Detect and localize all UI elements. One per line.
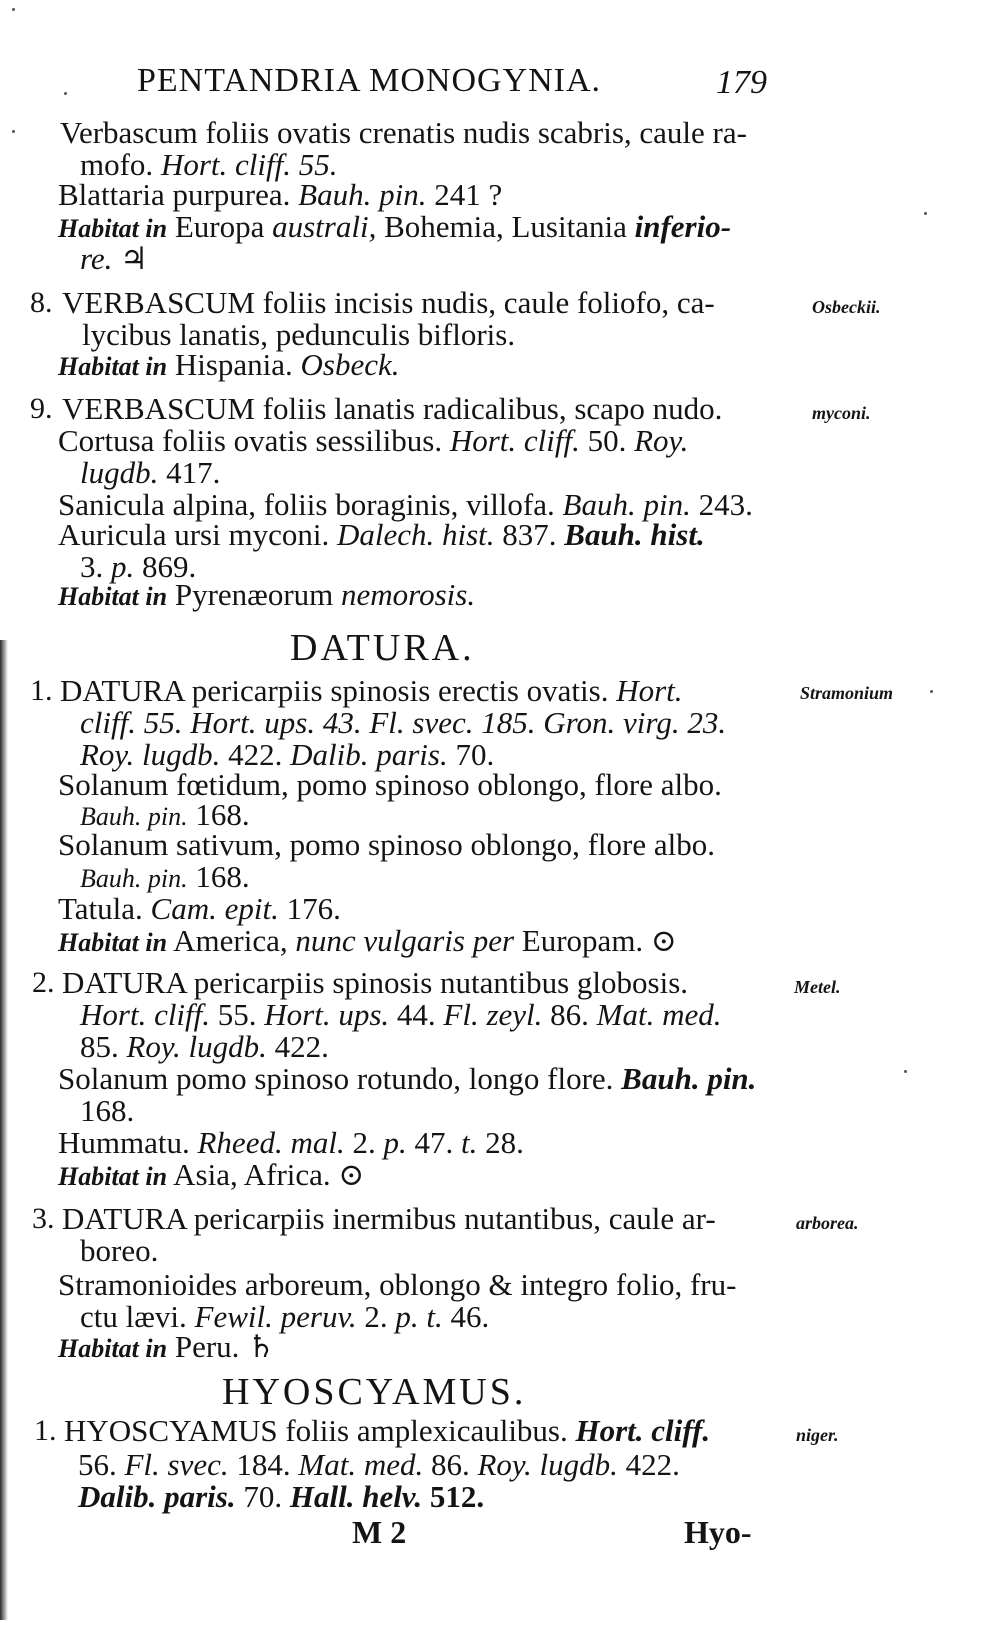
scan-speck [12, 8, 15, 11]
running-title: PENTANDRIA MONOGYNIA. [137, 62, 602, 99]
species-diagnosis: DATURA pericarpiis spinosis nutantibus globosis. [62, 965, 689, 1000]
synonym-line: Cortusa foliis ovatis sessilibus. Hort. cliff. 50. Roy. [58, 423, 689, 458]
habitat-line: Habitat in Pyrenæorum nemorosis. [58, 577, 476, 612]
trivial-name: myconi. [812, 403, 871, 423]
synonym-line: Auricula ursi myconi. Dalech. hist. 837. Bauh. hist. [58, 517, 705, 552]
synonym-line: 56. Fl. svec. 184. Mat. med. 86. Roy. lugdb. 422. [78, 1447, 680, 1482]
page-number: 179 [716, 64, 767, 101]
scan-speck [930, 690, 933, 693]
habitat-line: Habitat in Europa australi, Bohemia, Lusitania inferio- [58, 209, 732, 244]
synonym-line: Tatula. Cam. epit. 176. [58, 891, 341, 926]
scan-speck [12, 130, 15, 133]
synonym-line: Dalib. paris. 70. Hall. helv. 512. [78, 1479, 485, 1514]
species-number: 8. [30, 286, 53, 319]
entry-line: mofo. Hort. cliff. 55. [80, 147, 338, 182]
species-diagnosis: lycibus lanatis, pedunculis bifloris. [82, 317, 516, 352]
synonym-line: Solanum sativum, pomo spinoso oblongo, flore albo. [58, 827, 715, 862]
habitat-line: Habitat in Hispania. Osbeck. [58, 347, 400, 382]
species-number: 1. [30, 674, 53, 707]
entry-line: re. ♃ [80, 241, 148, 276]
species-diagnosis: boreo. [80, 1233, 159, 1268]
trivial-name: arborea. [796, 1213, 859, 1233]
synonym-line: ctu lævi. Fewil. peruv. 2. p. t. 46. [80, 1299, 490, 1334]
habitat-line: Habitat in America, nunc vulgaris per Europam. ⊙ [58, 923, 677, 958]
synonym-line: Bauh. pin. 168. [80, 797, 250, 832]
synonym-line: Hummatu. Rheed. mal. 2. p. 47. t. 28. [58, 1125, 524, 1160]
synonym-line: Sanicula alpina, foliis boraginis, villofa. Bauh. pin. 243. [58, 487, 753, 522]
scan-speck [64, 92, 67, 95]
trivial-name: Metel. [794, 977, 841, 997]
species-diagnosis: DATURA pericarpiis inermibus nutantibus, caule ar- [62, 1201, 716, 1236]
species-number: 2. [32, 966, 55, 999]
synonym-line: Roy. lugdb. 422. Dalib. paris. 70. [80, 737, 495, 772]
signature-mark: M 2 [352, 1514, 407, 1550]
trivial-name: Osbeckii. [812, 297, 881, 317]
species-diagnosis: VERBASCUM foliis incisis nudis, caule foliofo, ca- [62, 285, 715, 320]
synonym-line: Stramonioides arboreum, oblongo & integro folio, fru- [58, 1267, 737, 1302]
species-number: 9. [30, 392, 53, 425]
scan-speck [924, 212, 927, 215]
species-number: 3. [32, 1202, 55, 1235]
habitat-line: Habitat in Peru. ♄ [58, 1329, 275, 1364]
scan-edge-shadow [0, 640, 8, 1620]
synonym-line: Blattaria purpurea. Bauh. pin. 241 ? [58, 177, 503, 212]
genus-heading: DATURA. [290, 627, 475, 669]
synonym-line: 168. [80, 1093, 135, 1128]
synonym-line: Hort. cliff. 55. Hort. ups. 44. Fl. zeyl. 86. Mat. med. [80, 997, 722, 1032]
habitat-line: Habitat in Asia, Africa. ⊙ [58, 1157, 365, 1192]
synonym-line: lugdb. 417. [80, 455, 221, 490]
species-number: 1. [34, 1414, 57, 1447]
catchword: Hyo- [684, 1514, 752, 1550]
genus-heading: HYOSCYAMUS. [222, 1371, 527, 1413]
synonym-line: 3. p. 869. [80, 549, 197, 584]
synonym-line: Solanum fœtidum, pomo spinoso oblongo, flore albo. [58, 767, 722, 802]
synonym-line: cliff. 55. Hort. ups. 43. Fl. svec. 185. Gron. virg. 23. [80, 705, 727, 740]
synonym-line: Solanum pomo spinoso rotundo, longo flore. Bauh. pin. [58, 1061, 757, 1096]
scan-speck [904, 1070, 907, 1073]
species-diagnosis: HYOSCYAMUS foliis amplexicaulibus. Hort. cliff. [64, 1413, 711, 1448]
entry-line: Verbascum foliis ovatis crenatis nudis scabris, caule ra- [60, 115, 747, 150]
trivial-name: niger. [796, 1425, 839, 1445]
species-diagnosis: DATURA pericarpiis spinosis erectis ovatis. Hort. [60, 673, 683, 708]
synonym-line: Bauh. pin. 168. [80, 859, 250, 894]
trivial-name: Stramonium [800, 683, 894, 703]
species-diagnosis: VERBASCUM foliis lanatis radicalibus, scapo nudo. [62, 391, 723, 426]
synonym-line: 85. Roy. lugdb. 422. [80, 1029, 329, 1064]
